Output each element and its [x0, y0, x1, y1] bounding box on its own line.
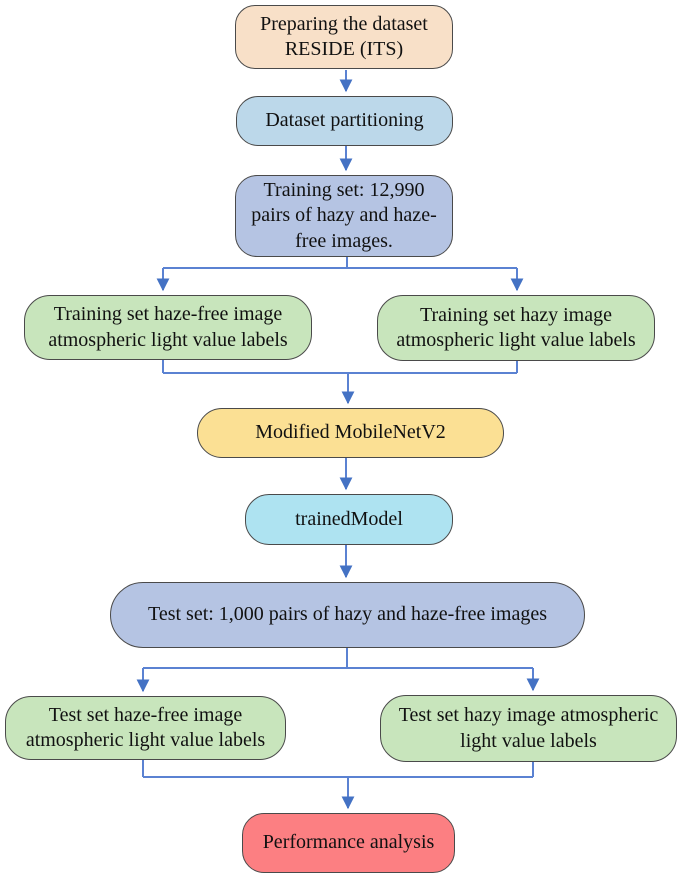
branch-trainingset-rail	[163, 257, 517, 268]
node-dataset-partitioning: Dataset partitioning	[236, 96, 453, 146]
node-train-hazefree-labels: Training set haze-free image atmospheric light value labels	[24, 295, 312, 360]
node-test-hazy-labels: Test set hazy image atmospheric light value labels	[380, 695, 677, 762]
node-trained-model: trainedModel	[245, 494, 453, 545]
merge-testlabels-rail	[143, 760, 533, 777]
node-prepare-dataset: Preparing the dataset RESIDE (ITS)	[235, 5, 453, 69]
merge-trainlabels-rail	[163, 360, 517, 373]
node-train-hazy-labels: Training set hazy image atmospheric light value labels	[377, 295, 655, 361]
node-modified-mobilenetv2: Modified MobileNetV2	[197, 408, 504, 458]
node-training-set: Training set: 12,990 pairs of hazy and haze-free images.	[235, 175, 453, 257]
node-test-set: Test set: 1,000 pairs of hazy and haze-free images	[110, 582, 585, 648]
branch-testset-rail	[143, 648, 533, 668]
node-performance-analysis: Performance analysis	[242, 813, 455, 873]
node-test-hazefree-labels: Test set haze-free image atmospheric light value labels	[5, 696, 286, 760]
